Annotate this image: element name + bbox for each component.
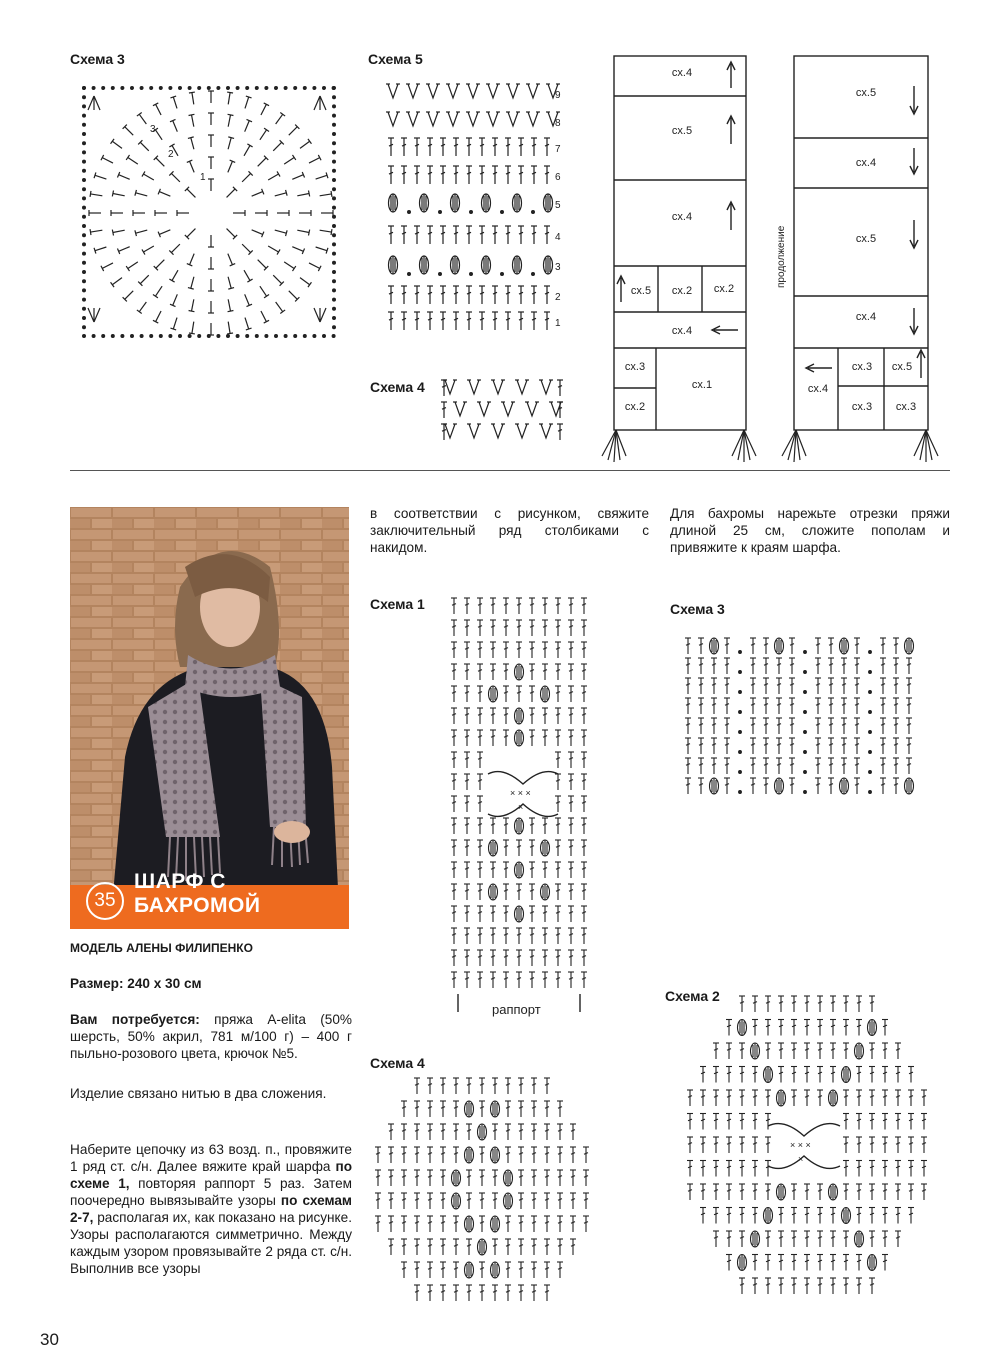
svg-text:9: 9: [555, 90, 561, 101]
instructions-bold: по схемам 2-7,: [70, 1193, 352, 1225]
scheme5-top-label: Схема 5: [368, 51, 423, 67]
layout-right-block: сх.4: [855, 311, 877, 323]
layout-left-block: сх.2: [624, 401, 646, 413]
svg-text:×: ×: [518, 802, 524, 812]
scheme3-square-diagram: [80, 82, 342, 344]
materials-text: пряжа A-elita (50% шерсть, 50% акрил, 781 м/100 г) – 400 г пыльно-розового цвета, крючок №5.: [70, 1012, 352, 1061]
rapport-label: раппорт: [492, 1002, 541, 1017]
layout-right-block: сх.3: [851, 401, 873, 413]
scarf-layout-right: [770, 52, 960, 466]
model-photo: [70, 507, 349, 929]
svg-text:3: 3: [150, 124, 156, 135]
svg-text:8: 8: [555, 118, 561, 129]
scheme1-label: Схема 1: [370, 596, 425, 612]
scheme4-bottom-label: Схема 4: [370, 1055, 425, 1071]
page-number: 30: [40, 1330, 59, 1349]
svg-text:7: 7: [555, 144, 561, 155]
scheme4-small-diagram: [440, 376, 570, 448]
svg-text:1: 1: [200, 172, 206, 183]
scheme1-diagram: [448, 596, 604, 1018]
layout-right-block: сх.3: [895, 401, 917, 413]
layout-left-block: сх.3: [624, 361, 646, 373]
instructions-part: располагая их, как показано на рисунке. Узоры располагаются симметрично. Между каждым узором провязывайте 2 ряда ст. с/н. Выполнив все узоры: [70, 1210, 352, 1276]
section-divider: [70, 470, 950, 471]
scheme4-diamond-diagram: [372, 1076, 602, 1312]
instructions-part: повторяя раппорт 5 раз. Затем поочередно вывязывайте узоры: [70, 1176, 352, 1208]
svg-text:5: 5: [555, 200, 561, 211]
instructions-part: Наберите цепочку из 63 возд. п., провяжите 1 ряд ст. с/н. Далее вяжите край шарфа: [70, 1142, 352, 1174]
finish-paragraph: в соответствии с рисунком, свяжите заключительный ряд столбиками с накидом.: [370, 506, 649, 555]
instructions-paragraph: [70, 1141, 352, 1277]
svg-text:2: 2: [555, 292, 561, 303]
svg-text:× × ×: × × ×: [790, 1140, 811, 1150]
layout-left-block: сх.1: [691, 379, 713, 391]
layout-left-block: сх.5: [630, 285, 652, 297]
size-value: 240 х 30 см: [123, 976, 202, 991]
layout-left-block: сх.4: [671, 325, 693, 337]
fringe-paragraph: Для бахромы нарежьте отрезки пряжи длиной 25 см, сложите пополам и привяжите к краям шарфа.: [670, 506, 950, 555]
svg-text:2: 2: [168, 149, 174, 160]
layout-right-block: сх.3: [851, 361, 873, 373]
scheme5-diagram: [385, 80, 575, 340]
layout-left-block: сх.4: [671, 67, 693, 79]
svg-text:×: ×: [798, 1154, 804, 1164]
scheme3-top-label: Схема 3: [70, 51, 125, 67]
model-author: МОДЕЛЬ АЛЕНЫ ФИЛИПЕНКО: [70, 941, 253, 955]
svg-text:6: 6: [555, 172, 561, 183]
scheme4-top-label: Схема 4: [370, 379, 425, 395]
article-title: ШАРФ С БАХРОМОЙ: [134, 870, 261, 917]
scheme3-bottom-label: Схема 3: [670, 601, 725, 617]
layout-right-block: сх.5: [855, 233, 877, 245]
layout-left-block: сх.2: [671, 285, 693, 297]
svg-text:× × ×: × × ×: [510, 788, 531, 798]
materials-label: Вам потребуется:: [70, 1012, 200, 1027]
scheme2-label: Схема 2: [665, 988, 720, 1004]
layout-right-block: сх.4: [855, 157, 877, 169]
scheme2-diagram: [684, 994, 940, 1306]
photo-illustration: [70, 507, 349, 929]
layout-left-block: сх.4: [671, 211, 693, 223]
scheme3-grid-diagram: [682, 636, 922, 800]
materials-paragraph: [70, 1011, 352, 1062]
layout-right-block: сх.5: [891, 361, 913, 373]
article-number-badge: 35: [86, 882, 124, 920]
size-line: [70, 975, 352, 992]
scarf-layout-left: [598, 52, 768, 466]
svg-text:3: 3: [555, 262, 561, 273]
svg-text:4: 4: [555, 232, 561, 243]
svg-text:1: 1: [555, 318, 561, 329]
layout-left-block: сх.5: [671, 125, 693, 137]
instructions-bold: по схеме 1,: [70, 1159, 352, 1191]
layout-right-block: сх.4: [807, 383, 829, 395]
continuation-label: продолжение: [776, 225, 787, 288]
thread-paragraph: Изделие связано нитью в два сложения.: [70, 1086, 327, 1101]
size-label: Размер:: [70, 976, 124, 991]
layout-left-block: сх.2: [713, 283, 735, 295]
layout-right-block: сх.5: [855, 87, 877, 99]
